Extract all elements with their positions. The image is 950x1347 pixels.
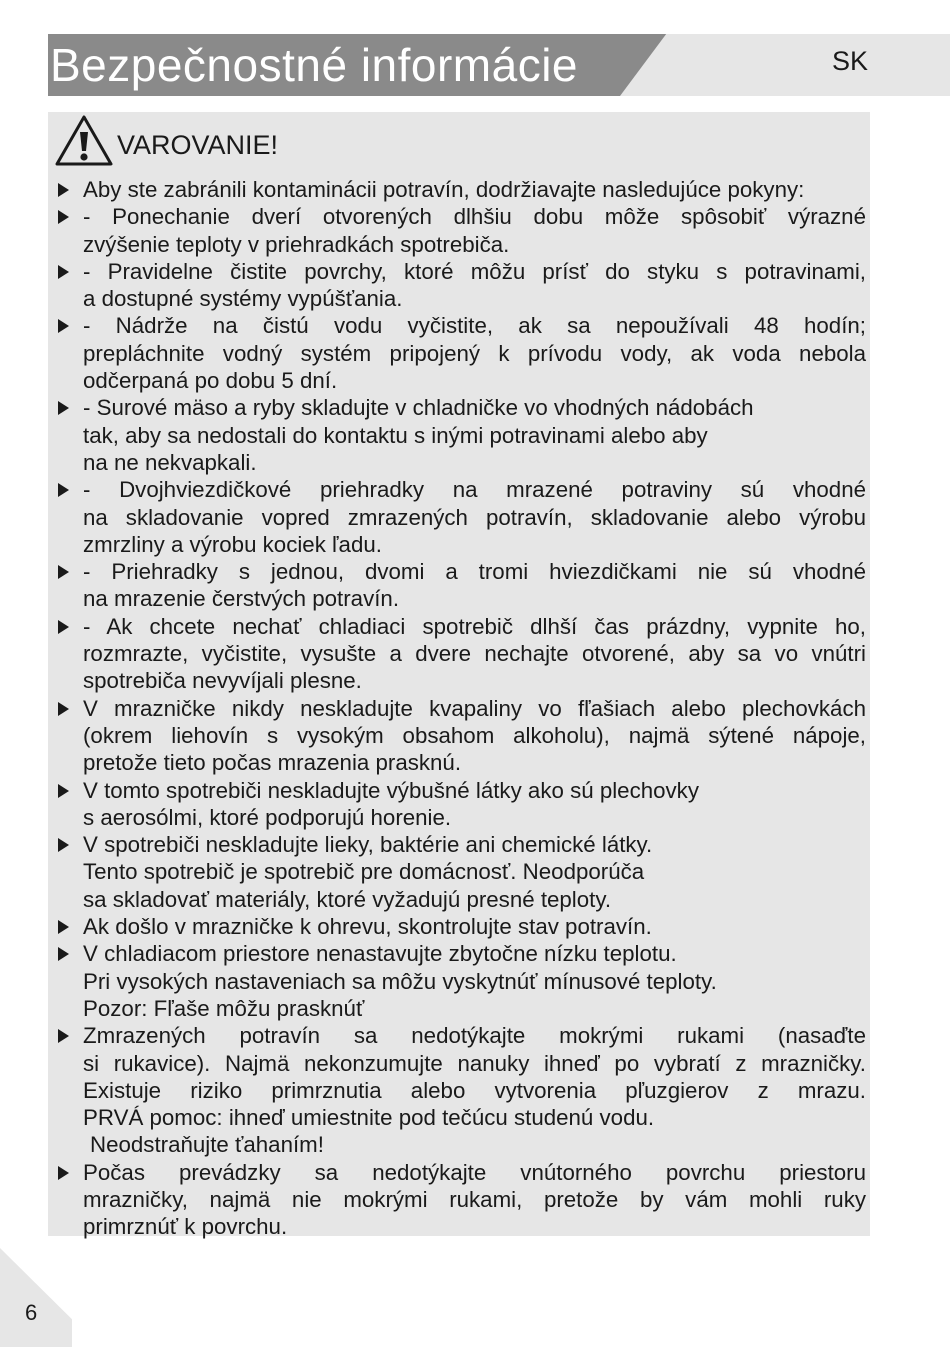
warning-list-item bbox=[56, 176, 866, 203]
page-number: 6 bbox=[25, 1300, 38, 1325]
bullet-triangle-icon bbox=[58, 620, 69, 634]
warning-list-item bbox=[56, 913, 866, 940]
warning-item-line: na skladovanie vopred zmrazených potravín, skladovanie alebo výrobu bbox=[83, 504, 866, 530]
warning-item-line: Pozor: Fľaše môžu prasknúť bbox=[83, 995, 365, 1021]
page-title: Bezpečnostné informácie bbox=[50, 39, 579, 91]
warning-list bbox=[56, 176, 866, 1241]
bullet-triangle-icon bbox=[58, 483, 69, 497]
warning-item-line: odčerpaná po dobu 5 dní. bbox=[83, 368, 338, 394]
page-corner-tab bbox=[0, 1248, 72, 1347]
warning-item-line: na ne nekvapkali. bbox=[83, 449, 257, 475]
warning-list-item bbox=[56, 312, 866, 394]
warning-heading: VAROVANIE! bbox=[117, 130, 279, 160]
warning-item-line: (okrem liehovín s vysokým obsahom alkoholu), najmä sýtené nápoje, bbox=[83, 722, 866, 748]
warning-item-line: Existuje riziko primrznutia alebo vytvorenia pľuzgierov z mrazu. bbox=[83, 1077, 866, 1103]
warning-triangle-icon bbox=[55, 115, 113, 167]
warning-list-item bbox=[56, 1022, 866, 1158]
warning-item-line: - Ak chcete nechať chladiaci spotrebič dlhší čas prázdny, vypnite ho, bbox=[83, 613, 866, 639]
warning-item-line: sa skladovať materiály, ktoré vyžadujú presné teploty. bbox=[83, 886, 612, 912]
warning-item-line: rozmrazte, vyčistite, vysušte a dvere nechajte otvorené, aby sa vo vnútri bbox=[83, 641, 866, 667]
warning-item-line: V tomto spotrebiči neskladujte výbušné látky ako sú plechovky bbox=[83, 777, 699, 803]
warning-item-line: tak, aby sa nedostali do kontaktu s inými potravinami alebo aby bbox=[83, 422, 708, 448]
warning-item-line: - Pravidelne čistite povrchy, ktoré môžu prísť do styku s potravinami, bbox=[83, 258, 866, 284]
warning-item-line: Počas prevádzky sa nedotýkajte vnútorného povrchu priestoru bbox=[83, 1159, 866, 1185]
warning-item-line: Ak došlo v mrazničke k ohrevu, skontrolujte stav potravín. bbox=[83, 914, 652, 940]
warning-list-item bbox=[56, 613, 866, 695]
warning-item-line: prepláchnite vodný systém pripojený k prívodu vody, ak voda nebola bbox=[83, 340, 866, 366]
warning-list-item bbox=[56, 203, 866, 258]
warning-item-line: V chladiacom priestore nenastavujte zbytočne nízku teplotu. bbox=[83, 941, 677, 967]
warning-item-line: - Dvojhviezdičkové priehradky na mrazené potraviny sú vhodné bbox=[83, 477, 866, 503]
bullet-triangle-icon bbox=[58, 183, 69, 197]
warning-item-line: mrazničky, najmä nie mokrými rukami, pretože by vám mohli ruky bbox=[83, 1186, 866, 1212]
warning-list-item bbox=[56, 394, 866, 476]
bullet-triangle-icon bbox=[58, 947, 69, 961]
bullet-triangle-icon bbox=[58, 401, 69, 415]
bullet-triangle-icon bbox=[58, 319, 69, 333]
warning-item-line: Zmrazených potravín sa nedotýkajte mokrými rukami (nasaďte bbox=[83, 1023, 866, 1049]
warning-item-line: - Nádrže na čistú vodu vyčistite, ak sa nepoužívali 48 hodín; bbox=[83, 313, 866, 339]
header-language-bar bbox=[620, 34, 950, 96]
bullet-triangle-icon bbox=[58, 920, 69, 934]
warning-item-line: - Ponechanie dverí otvorených dlhšiu dobu môže spôsobiť výrazné bbox=[83, 204, 866, 230]
bullet-triangle-icon bbox=[58, 838, 69, 852]
warning-item-line: primrznúť k povrchu. bbox=[83, 1214, 288, 1240]
warning-item-line: - Surové mäso a ryby skladujte v chladničke vo vhodných nádobách bbox=[83, 395, 754, 421]
warning-item-line: zvýšenie teploty v priehradkách spotrebiča. bbox=[83, 231, 510, 257]
warning-list-item bbox=[56, 258, 866, 313]
warning-list-item bbox=[56, 558, 866, 613]
warning-item-line: PRVÁ pomoc: ihneď umiestnite pod tečúcu studenú vodu. bbox=[83, 1105, 655, 1131]
warning-item-line: Pri vysokých nastaveniach sa môžu vyskytnúť mínusové teploty. bbox=[83, 968, 717, 994]
warning-item-line: Neodstraňujte ťahaním! bbox=[90, 1132, 324, 1158]
bullet-triangle-icon bbox=[58, 1166, 69, 1180]
warning-item-line: Tento spotrebič je spotrebič pre domácnosť. Neodporúča bbox=[83, 859, 645, 885]
warning-list-item bbox=[56, 831, 866, 913]
warning-item-line: spotrebiča nevyvíjali plesne. bbox=[83, 668, 362, 694]
bullet-triangle-icon bbox=[58, 565, 69, 579]
warning-item-line: a dostupné systémy vypúšťania. bbox=[83, 286, 403, 312]
bullet-triangle-icon bbox=[58, 1029, 69, 1043]
warning-list-item bbox=[56, 695, 866, 777]
warning-list-item bbox=[56, 940, 866, 1022]
warning-list-item bbox=[56, 476, 866, 558]
warning-item-line: pretože tieto počas mrazenia prasknú. bbox=[83, 750, 462, 776]
warning-item-line: zmrzliny a výrobu kociek ľadu. bbox=[83, 531, 382, 557]
warning-item-line: - Priehradky s jednou, dvomi a tromi hviezdičkami nie sú vhodné bbox=[83, 559, 866, 585]
warning-item-line: V mrazničke nikdy neskladujte kvapaliny vo fľašiach alebo plechovkách bbox=[83, 695, 866, 721]
bullet-triangle-icon bbox=[58, 265, 69, 279]
warning-item-line: na mrazenie čerstvých potravín. bbox=[83, 586, 400, 612]
bullet-triangle-icon bbox=[58, 702, 69, 716]
bullet-triangle-icon bbox=[58, 210, 69, 224]
warning-item-line: s aerosólmi, ktoré podporujú horenie. bbox=[83, 804, 452, 830]
warning-item-line: si rukavice). Najmä nekonzumujte nanuky ihneď po vybratí z mrazničky. bbox=[83, 1050, 866, 1076]
warning-item-line: Aby ste zabránili kontaminácii potravín, dodržiavajte nasledujúce pokyny: bbox=[83, 177, 805, 202]
warning-item-line: V spotrebiči neskladujte lieky, baktérie ani chemické látky. bbox=[83, 832, 653, 858]
language-code: SK bbox=[832, 46, 869, 76]
warning-list-item bbox=[56, 777, 866, 832]
bullet-triangle-icon bbox=[58, 784, 69, 798]
warning-list-item bbox=[56, 1159, 866, 1241]
